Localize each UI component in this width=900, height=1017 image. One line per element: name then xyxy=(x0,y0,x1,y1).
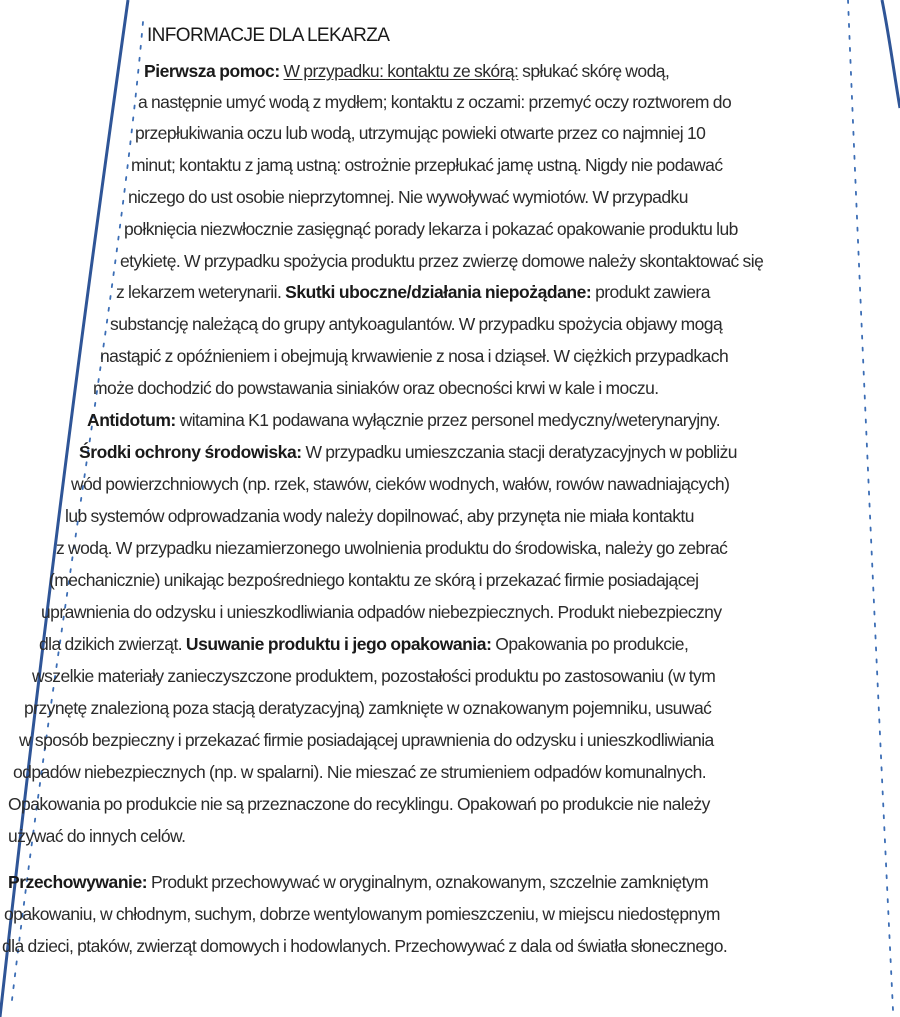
first-aid-skin-contact: W przypadku: kontaktu ze skórą: xyxy=(283,61,519,81)
environment-text: W przypadku umieszczania stacji deratyzacyjnych w pobliżu xyxy=(301,442,737,462)
text-line: wód powierzchniowych (np. rzek, stawów, cieków wodnych, wałów, rowów nawadniających) xyxy=(71,474,730,494)
text-line: substancję należącą do grupy antykoagulantów. W przypadku spożycia objawy mogą xyxy=(110,314,723,334)
side-effects-text: produkt zawiera xyxy=(591,282,710,302)
text-line: lub systemów odprowadzania wody należy dopilnować, aby przynęta nie miała kontaktu xyxy=(65,506,694,526)
text-line: dla dzikich zwierząt. xyxy=(39,634,186,654)
first-aid-line-1 xyxy=(144,59,669,83)
side-effects-label: Skutki uboczne/działania niepożądane: xyxy=(285,282,592,302)
side-effects-line-1 xyxy=(116,280,710,304)
text-line: (mechanicznie) unikając bezpośredniego kontaktu ze skórą i przekazać firmie posiadającej xyxy=(49,570,699,590)
text-line: połknięcia niezwłocznie zasięgnąć porady lekarza i pokazać opakowanie produktu lub xyxy=(124,219,738,239)
text-line: uprawnienia do odzysku i unieszkodliwiania odpadów niebezpiecznych. Produkt niebezpieczny xyxy=(41,602,722,622)
first-aid-label: Pierwsza pomoc: xyxy=(144,61,280,81)
storage-line-1 xyxy=(8,870,708,894)
text-line: a następnie umyć wodą z mydłem; kontaktu z oczami: przemyć oczy roztworem do xyxy=(138,92,732,112)
storage-label: Przechowywanie: xyxy=(8,872,148,892)
text-line: z wodą. W przypadku niezamierzonego uwolnienia produktu do środowiska, należy go zebrać xyxy=(56,538,728,558)
text-line: przepłukiwania oczu lub wodą, utrzymując powieki otwarte przez co najmniej 10 xyxy=(135,123,706,143)
text-line: w sposób bezpieczny i przekazać firmie posiadającej uprawnienia do odzysku i unieszkodliwiania xyxy=(19,730,714,750)
disposal-line-1 xyxy=(39,632,688,656)
antidote-line xyxy=(87,408,720,432)
text-line: nastąpić z opóźnieniem i obejmują krwawienie z nosa i dziąseł. W ciężkich przypadkach xyxy=(100,346,729,366)
text-line: dla dzieci, ptaków, zwierząt domowych i hodowlanych. Przechowywać z dala od światła słonecznego. xyxy=(2,936,728,956)
text-line: przynętę znalezioną poza stacją deratyzacyjną) zamknięte w oznakowanym pojemniku, usuwać xyxy=(24,698,712,718)
text-line: może dochodzić do powstawania siniaków oraz obecności krwi w kale i moczu. xyxy=(93,378,659,398)
antidote-text: witamina K1 podawana wyłącznie przez personel medyczny/weterynaryjny. xyxy=(175,410,721,430)
text-line: wszelkie materiały zanieczyszczone produktem, pozostałości produktu po zastosowaniu (w tym xyxy=(32,666,716,686)
text-line: minut; kontaktu z jamą ustną: ostrożnie przepłukać jamę ustną. Nigdy nie podawać xyxy=(131,155,723,175)
text-line: opakowaniu, w chłodnym, suchym, dobrze wentylowanym pomieszczeniu, w miejscu niedostępnym xyxy=(4,904,720,924)
text-line: z lekarzem weterynarii. xyxy=(116,282,286,302)
antidote-label: Antidotum: xyxy=(87,410,176,430)
disposal-label: Usuwanie produktu i jego opakowania: xyxy=(185,634,492,654)
text-line: etykietę. W przypadku spożycia produktu przez zwierzę domowe należy skontaktować się xyxy=(120,251,764,271)
storage-text: Produkt przechowywać w oryginalnym, oznakowanym, szczelnie zamkniętym xyxy=(147,872,709,892)
environment-line-1 xyxy=(79,440,737,464)
first-aid-text: spłukać skórę wodą, xyxy=(518,61,670,81)
disposal-text: Opakowania po produkcie, xyxy=(491,634,689,654)
text-line: Opakowania po produkcie nie są przeznaczone do recyklingu. Opakowań po produkcie nie należy xyxy=(8,794,710,814)
environment-label: Środki ochrony środowiska: xyxy=(79,442,302,462)
text-line: używać do innych celów. xyxy=(8,826,186,846)
text-line: odpadów niebezpiecznych (np. w spalarni). Nie mieszać ze strumieniem odpadów komunalnych. xyxy=(13,762,707,782)
section-heading: INFORMACJE DLA LEKARZA xyxy=(147,25,390,46)
text-line: niczego do ust osobie nieprzytomnej. Nie wywoływać wymiotów. W przypadku xyxy=(128,187,688,207)
